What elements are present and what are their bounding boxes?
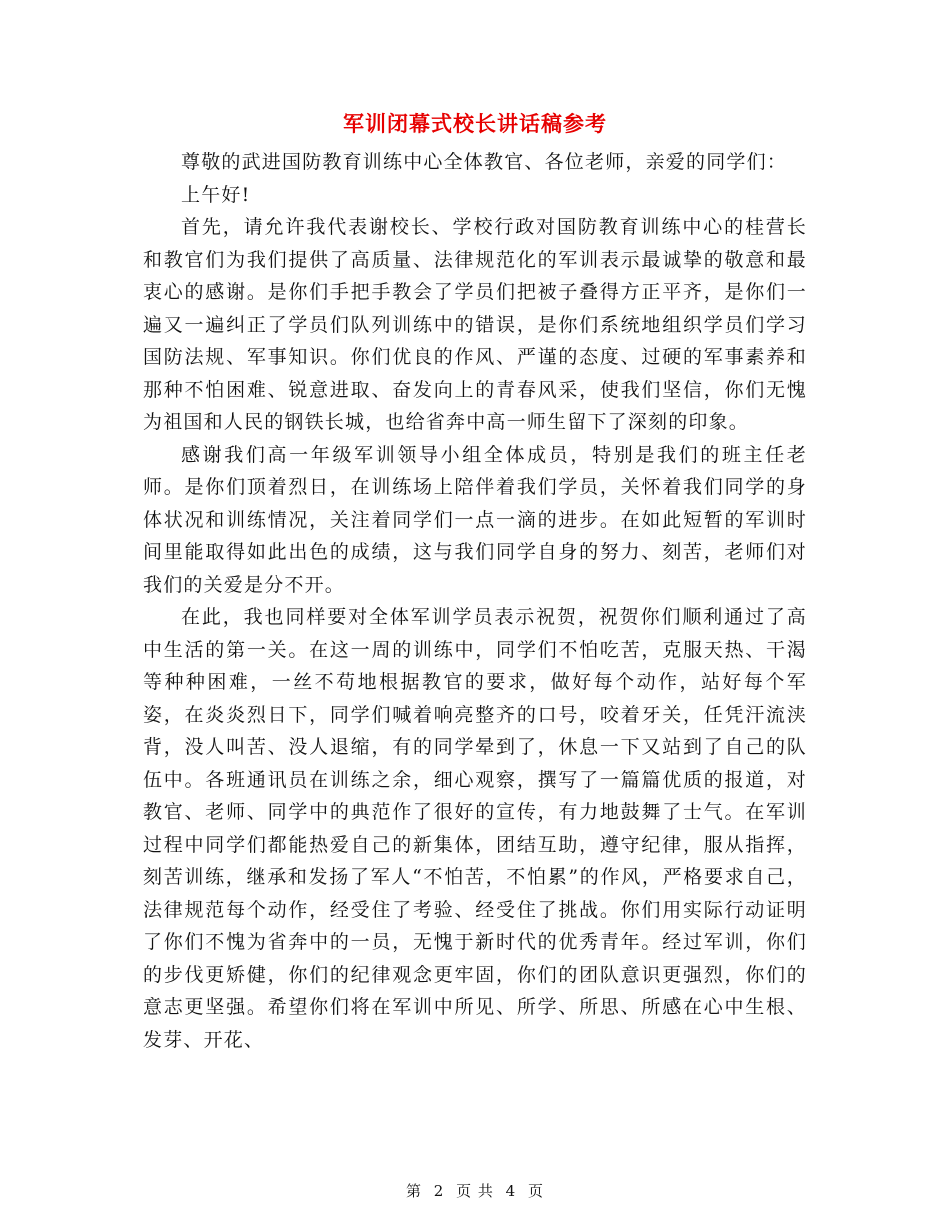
paragraph-salutation: 尊敬的武进国防教育训练中心全体教官、各位老师，亲爱的同学们： [181, 151, 788, 173]
paragraph-thanks-instructors: 首先，请允许我代表谢校长、学校行政对国防教育训练中心的桂营长和教官们为我们提供了高质量、法律规范化的军训表示最诚挚的敬意和最衷心的感谢。是你们手把手教会了学员们把被子叠得方正平齐，是你们一遍又一遍纠正了学员们队列训练中的错误，是你们系统地组织学员们学习国防法规、军事知识。你们优良的作风、严谨的态度、过硬的军事素养和那种不怕困难、锐意进取、奋发向上的青春风采，使我们坚信，你们无愧为祖国和人民的钢铁长城，也给省奔中高一师生留下了深刻的印象。 [143, 216, 807, 433]
footer-current-page: 2 [433, 1182, 445, 1200]
footer-total-pages: 4 [505, 1182, 517, 1200]
document-title: 军训闭幕式校长讲话稿参考 [343, 111, 607, 136]
paragraph-congratulations: 在此，我也同样要对全体军训学员表示祝贺，祝贺你们顺利通过了高中生活的第一关。在这一周的训练中，同学们不怕吃苦，克服天热、干渴等种种困难，一丝不苟地根据教官的要求，做好每个动作，站好每个军姿，在炎炎烈日下，同学们喊着响亮整齐的口号，咬着牙关，任凭汗流浃背，没人叫苦、没人退缩，有的同学晕到了，休息一下又站到了自己的队伍中。各班通讯员在训练之余，细心观察，撰写了一篇篇优质的报道，对教官、老师、同学中的典范作了很好的宣传，有力地鼓舞了士气。在军训过程中同学们都能热爱自己的新集体，团结互助，遵守纪律，服从指挥，刻苦训练，继承和发扬了军人“不怕苦，不怕累”的作风，严格要求自己，法律规范每个动作，经受住了考验、经受住了挑战。你们用实际行动证明了你们不愧为省奔中的一员，无愧于新时代的优秀青年。经过军训，你们的步伐更矫健，你们的纪律观念更牢固，你们的团队意识更强烈，你们的意志更坚强。希望你们将在军训中所见、所学、所思、所感在心中生根、发芽、开花、 [143, 606, 807, 1051]
page-footer [0, 1180, 950, 1201]
document-body [143, 146, 807, 1056]
footer-suffix: 页 [528, 1182, 545, 1200]
paragraph-thanks-teachers: 感谢我们高一年级军训领导小组全体成员，特别是我们的班主任老师。是你们顶着烈日，在训练场上陪伴着我们学员，关怀着我们同学的身体状况和训练情况，关注着同学们一点一滴的进步。在如此短暂的军训时间里能取得如此出色的成绩，这与我们同学自身的努力、刻苦，老师们对我们的关爱是分不开。 [143, 443, 807, 596]
footer-mid: 页 共 [456, 1182, 494, 1200]
footer-prefix: 第 [405, 1182, 422, 1200]
paragraph-greeting: 上午好! [181, 183, 251, 206]
